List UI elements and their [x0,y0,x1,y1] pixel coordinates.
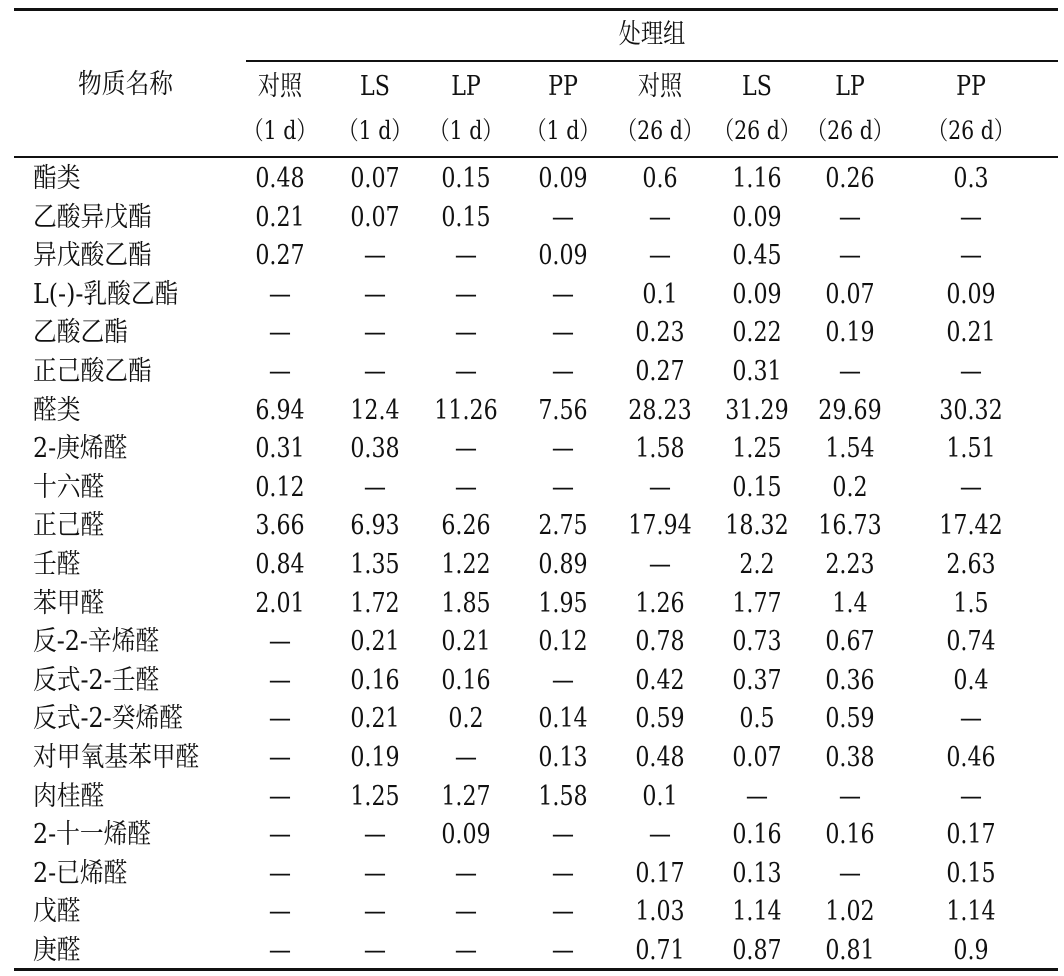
table-cell: — [648,240,672,272]
table-cell: 0.09 [538,163,588,194]
group-header: 处理组 [618,19,686,50]
table-cell: — [454,356,478,387]
column-header: LP [835,71,865,102]
table-cell: 0.89 [538,549,588,580]
table-cell: — [268,935,292,966]
table-cell: 0.46 [946,742,996,773]
table-cell: 0.09 [946,278,996,310]
table-cell: 0.14 [538,703,588,735]
table-cell: 0.16 [441,664,491,696]
table-cell: 0.13 [732,857,782,889]
table-cell: 0.21 [441,626,491,658]
table-cell: 0.6 [642,163,678,194]
table-cell: — [959,240,983,272]
table-cell: — [268,780,292,812]
table-cell: 30.32 [939,394,1003,426]
compound-name: 正己酸乙酯 [33,356,152,387]
table-cell: — [454,278,478,310]
table-cell: 1.54 [825,433,875,465]
column-subheader: （26 d） [616,116,704,145]
table-cell: 0.31 [732,356,782,387]
table-cell: 1.35 [350,549,400,580]
table-cell: — [454,857,478,889]
table-cell: 1.5 [953,587,989,619]
table-cell: — [454,317,478,349]
compound-name: 庚醛 [33,935,81,966]
table-cell: 0.1 [642,780,678,812]
table-cell: 0.12 [255,471,305,503]
table-cell: 28.23 [628,394,692,426]
table-cell: 0.16 [350,664,400,696]
table-cell: 0.27 [635,356,685,387]
table-cell: 0.09 [441,819,491,851]
table-cell: — [268,317,292,349]
table-cell: — [363,356,387,387]
column-subheader: （1 d） [243,116,317,145]
table-cell: 0.09 [732,201,782,233]
table-cell: — [454,240,478,272]
table-cell: 17.42 [939,510,1003,542]
table-cell: 0.4 [953,664,989,696]
table-cell: 0.2 [448,703,484,735]
table-cell: 2.01 [255,587,305,619]
column-subheader: （26 d） [927,116,1015,145]
table-cell: — [551,433,575,465]
table-cell: 29.69 [818,394,882,426]
table-cell: 2.2 [739,549,775,580]
group-rule [246,60,1058,62]
table-cell: 0.15 [946,857,996,889]
table-cell: — [268,742,292,773]
table-cell: 0.23 [635,317,685,349]
table-cell: 1.03 [635,896,685,928]
table-cell: — [551,935,575,966]
table-cell: 1.95 [538,587,588,619]
top-rule [14,8,1058,11]
table-cell: 0.59 [825,703,875,735]
table-cell: 6.26 [441,510,491,542]
table-cell: 0.87 [732,935,782,966]
table-cell: — [959,356,983,387]
table-cell: — [959,780,983,812]
table-cell: — [551,317,575,349]
table-cell: 6.94 [255,394,305,426]
table-cell: — [363,857,387,889]
compound-name: 乙酸异戊酯 [33,201,152,233]
table-cell: 0.22 [732,317,782,349]
table-cell: 0.13 [538,742,588,773]
table-cell: — [268,626,292,658]
table-cell: 1.16 [732,163,782,194]
table-cell: — [363,471,387,503]
table-cell: — [454,433,478,465]
table-cell: 0.19 [350,742,400,773]
table-cell: 0.21 [350,703,400,735]
table-cell: 0.07 [825,278,875,310]
table-cell: — [268,857,292,889]
table-cell: — [268,703,292,735]
table-cell: 0.3 [953,163,989,194]
table-cell: 0.26 [825,163,875,194]
table-cell: 0.15 [732,471,782,503]
table-cell: — [363,896,387,928]
compound-name: 反式-2-壬醛 [33,664,160,696]
compound-name: 壬醛 [33,549,81,580]
table-cell: 1.25 [350,780,400,812]
table-cell: 0.5 [739,703,775,735]
table-cell: — [959,703,983,735]
table-cell: 0.21 [255,201,305,233]
compound-name: 苯甲醛 [33,587,105,619]
table-cell: 0.16 [825,819,875,851]
table-cell: — [363,240,387,272]
table-cell: 1.27 [441,780,491,812]
table-cell: 31.29 [725,394,789,426]
table-cell: 0.27 [255,240,305,272]
table-cell: 0.15 [441,201,491,233]
table-cell: 1.22 [441,549,491,580]
table-cell: 0.21 [946,317,996,349]
table-cell: — [838,857,862,889]
compound-name: L(-)-乳酸乙酯 [33,278,179,310]
table-cell: 0.48 [635,742,685,773]
compound-name: 酯类 [33,163,81,194]
table-cell: — [551,896,575,928]
table-cell: 0.07 [350,163,400,194]
table-cell: — [268,819,292,851]
table-cell: 0.71 [635,935,685,966]
table-cell: — [454,471,478,503]
table-cell: 1.25 [732,433,782,465]
table-cell: 2.23 [825,549,875,580]
compound-name: 正己醛 [33,510,105,542]
table-cell: 0.15 [441,163,491,194]
compound-name: 十六醛 [33,471,105,503]
compound-name: 异戊酸乙酯 [33,240,152,272]
table-cell: 0.2 [832,471,868,503]
header-rule [14,156,1058,158]
table-cell: 6.93 [350,510,400,542]
table-cell: — [959,201,983,233]
table-cell: — [648,819,672,851]
table-cell: 0.36 [825,664,875,696]
table-cell: — [454,896,478,928]
table-cell: 3.66 [255,510,305,542]
table-cell: — [838,356,862,387]
table-cell: — [648,471,672,503]
table-cell: 0.31 [255,433,305,465]
compound-name: 醛类 [33,394,81,426]
column-header: LS [742,71,772,102]
column-header: PP [956,71,986,102]
compound-name: 反式-2-癸烯醛 [33,703,183,735]
table-cell: 0.16 [732,819,782,851]
name-column-header: 物质名称 [78,69,174,100]
table-cell: — [268,278,292,310]
table-cell: — [648,549,672,580]
compound-name: 2-已烯醛 [33,857,128,889]
table-cell: 2.63 [946,549,996,580]
compound-name: 2-十一烯醛 [33,819,152,851]
table-cell: 0.17 [946,819,996,851]
column-header: 对照 [257,71,303,102]
table-cell: 0.09 [538,240,588,272]
table-cell: 0.84 [255,549,305,580]
table-cell: 11.26 [434,394,498,426]
table-cell: 1.85 [441,587,491,619]
table-cell: 0.17 [635,857,685,889]
table-cell: 0.74 [946,626,996,658]
table-cell: 0.07 [732,742,782,773]
table-cell: 0.78 [635,626,685,658]
table-cell: — [648,201,672,233]
table-cell: 1.51 [946,433,996,465]
table-cell: 0.12 [538,626,588,658]
table-cell: 0.45 [732,240,782,272]
table-cell: 0.59 [635,703,685,735]
table-cell: 0.9 [953,935,989,966]
table-cell: — [551,664,575,696]
table-cell: 1.26 [635,587,685,619]
table-cell: — [838,201,862,233]
table-cell: 0.09 [732,278,782,310]
table-cell: 12.4 [350,394,400,426]
table-cell: — [363,278,387,310]
table-cell: 1.02 [825,896,875,928]
table-cell: — [363,819,387,851]
table-cell: 1.58 [635,433,685,465]
table-cell: 1.77 [732,587,782,619]
table-cell: 0.07 [350,201,400,233]
table-cell: 0.81 [825,935,875,966]
compound-name: 2-庚烯醛 [33,433,128,465]
table-cell: 1.4 [832,587,868,619]
table-cell: — [268,896,292,928]
table-cell: — [268,356,292,387]
table-cell: — [454,742,478,773]
compound-name: 反-2-辛烯醛 [33,626,160,658]
table-cell: — [363,935,387,966]
compound-name: 乙酸乙酯 [33,317,129,349]
compound-name: 对甲氧基苯甲醛 [33,742,200,773]
table-cell: — [454,935,478,966]
column-subheader: （1 d） [429,116,503,145]
table-cell: — [551,819,575,851]
table-cell: — [551,201,575,233]
table-cell: — [363,317,387,349]
table-cell: 16.73 [818,510,882,542]
table-cell: 0.19 [825,317,875,349]
table-cell: 0.73 [732,626,782,658]
compound-name: 戊醛 [33,896,81,928]
table-cell: 18.32 [725,510,789,542]
column-header: LP [451,71,481,102]
table-cell: 1.72 [350,587,400,619]
column-header: PP [548,71,578,102]
column-subheader: （26 d） [806,116,894,145]
table-cell: — [838,780,862,812]
table-cell: — [551,356,575,387]
table-cell: — [838,240,862,272]
table-cell: — [551,857,575,889]
table-cell: 0.37 [732,664,782,696]
column-subheader: （1 d） [338,116,412,145]
table-cell: 0.48 [255,163,305,194]
table-cell: — [959,471,983,503]
table-cell: — [551,471,575,503]
table-cell: — [745,780,769,812]
table-cell: 0.1 [642,278,678,310]
table-cell: 1.14 [732,896,782,928]
column-subheader: （1 d） [526,116,600,145]
table-cell: 0.21 [350,626,400,658]
table-cell: 0.38 [350,433,400,465]
table-cell: 0.38 [825,742,875,773]
table-cell: — [268,664,292,696]
column-header: 对照 [637,71,683,102]
column-header: LS [360,71,390,102]
table-cell: 17.94 [628,510,692,542]
table-cell: 2.75 [538,510,588,542]
compound-name: 肉桂醛 [33,780,105,812]
table-cell: 0.42 [635,664,685,696]
table-cell: 1.14 [946,896,996,928]
table-cell: — [551,278,575,310]
table-cell: 1.58 [538,780,588,812]
table-cell: 7.56 [538,394,588,426]
column-subheader: （26 d） [713,116,801,145]
table-cell: 0.67 [825,626,875,658]
